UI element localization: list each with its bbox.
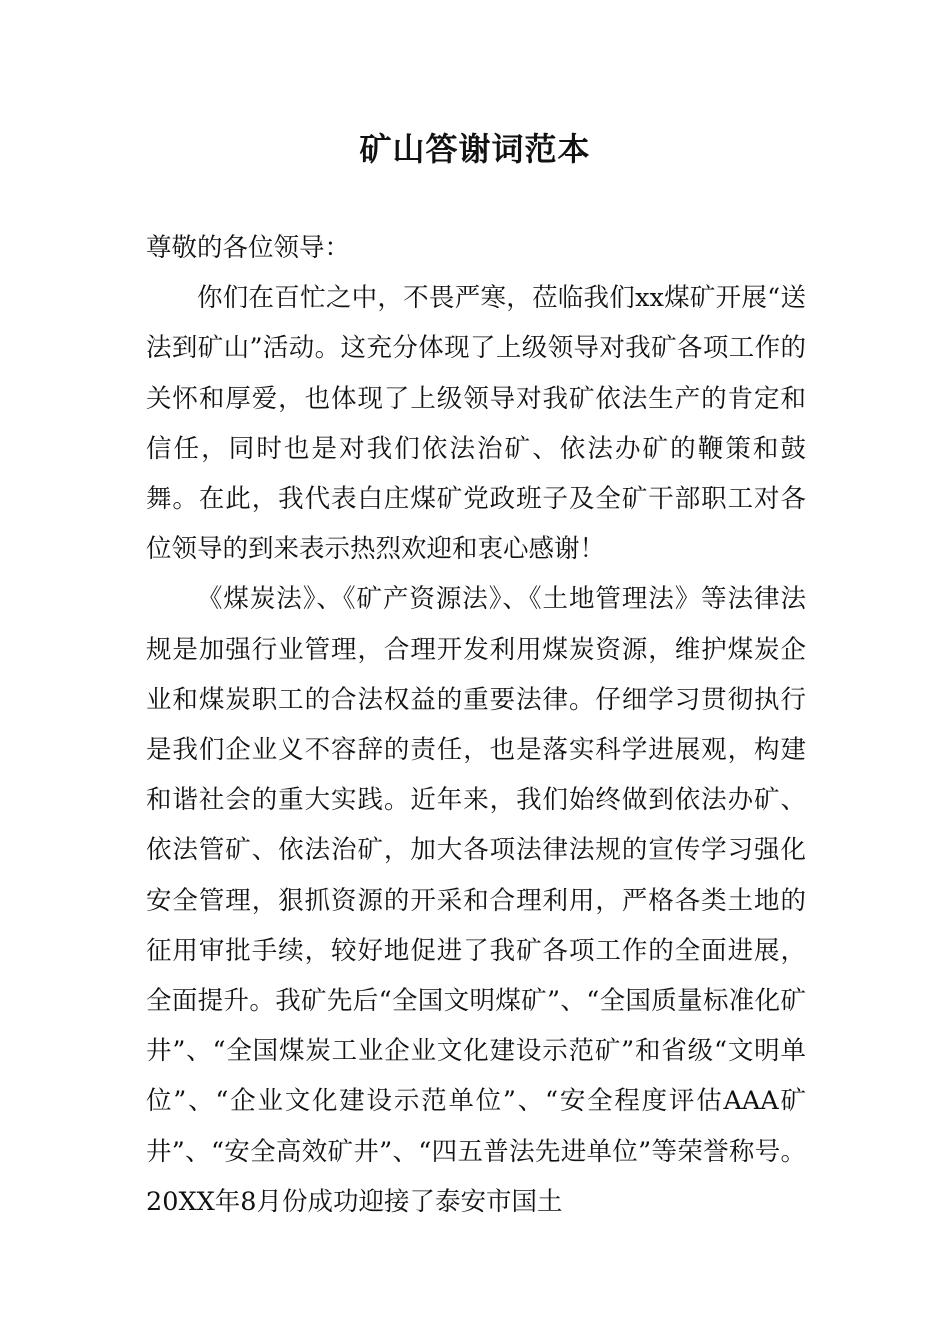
document-title: 矿山答谢词范本 <box>359 130 591 168</box>
paragraph-1: 你们在百忙之中，不畏严寒，莅临我们xx煤矿开展“送法到矿山”活动。这充分体现了上级领导对我矿各项工作的关怀和厚爱，也体现了上级领导对我矿依法生产的肯定和信任，同时也是对我们依法治矿、依法办矿的鞭策和鼓舞。在此，我代表白庄煤矿党政班子及全矿干部职工对各位领导的到来表示热烈欢迎和衷心感谢！ <box>146 283 806 565</box>
paragraph-2: 《煤炭法》、《矿产资源法》、《土地管理法》等法律法规是加强行业管理，合理开发利用煤炭资源，维护煤炭企业和煤炭职工的合法权益的重要法律。仔细学习贯彻执行是我们企业义不容辞的责任，也是落实科学进展观，构建和谐社会的重大实践。近年来，我们始终做到依法办矿、依法管矿、依法治矿，加大各项法律法规的宣传学习强化安全管理，狠抓资源的开采和合理利用，严格各类土地的征用审批手续，较好地促进了我矿各项工作的全面进展，全面提升。我矿先后“全国文明煤矿”、“全国质量标准化矿井”、“全国煤炭工业企业文化建设示范矿”和省级“文明单位”、“企业文化建设示范单位”、“安全程度评估AAA矿井”、“安全高效矿井”、“四五普法先进单位”等荣誉称号。20XX年8月份成功迎接了泰安市国土 <box>146 584 806 1217</box>
document-body <box>146 223 806 1227</box>
salutation: 尊敬的各位领导： <box>146 233 351 263</box>
